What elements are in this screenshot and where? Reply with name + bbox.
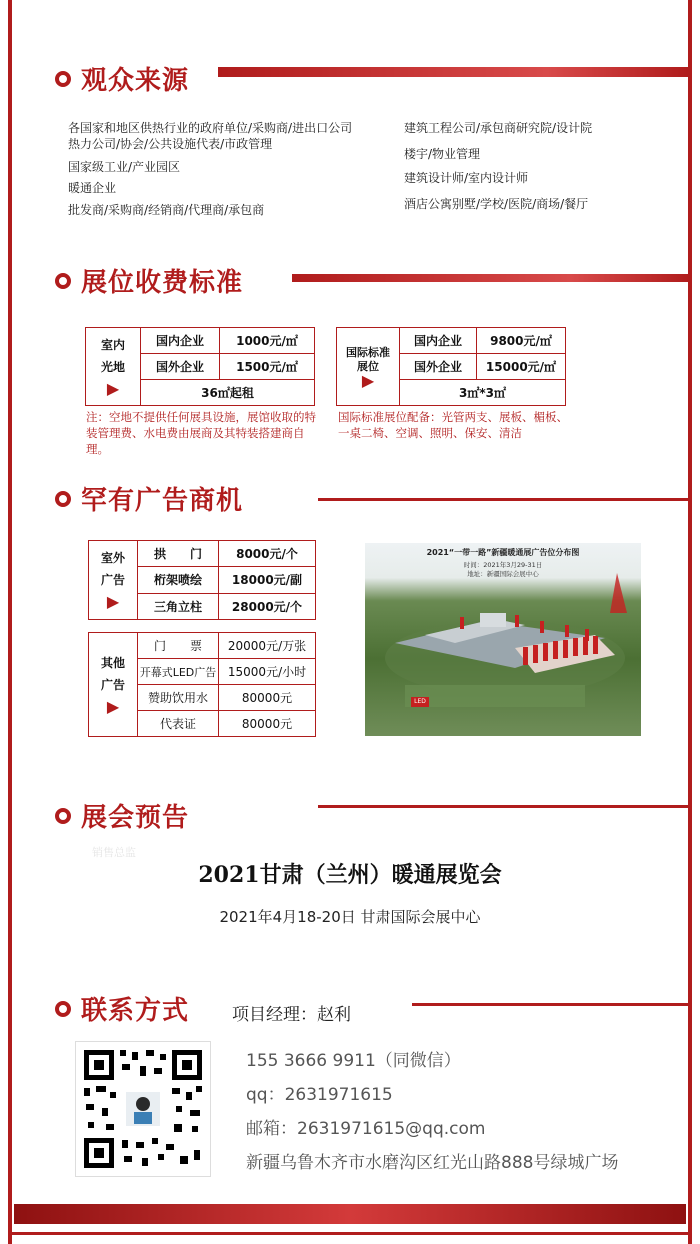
frame-bottom-border <box>8 1232 692 1235</box>
qr-code-icon <box>76 1042 210 1176</box>
section-divider-line <box>318 498 688 501</box>
standard-fee-table <box>336 327 566 406</box>
section-divider-bar <box>218 67 688 77</box>
fee-footer: 36㎡起租 <box>141 380 315 406</box>
space-label <box>86 328 141 406</box>
frame-right-border <box>688 0 692 1244</box>
space-label-line1: 室内 <box>100 337 125 352</box>
circle-bullet-icon <box>55 1001 71 1017</box>
section-ads-header <box>55 480 243 517</box>
venue-map-place: 地址：新疆国际会展中心 <box>467 570 539 578</box>
venue-ad-map-image <box>365 543 641 736</box>
fee-price: 1500元/㎡ <box>220 354 315 380</box>
section-preview-header <box>55 797 189 834</box>
arrow-right-icon: ▶ <box>106 592 120 611</box>
fee-footer: 3㎡*3㎡ <box>400 380 566 406</box>
outdoor-label <box>89 541 138 620</box>
ad-item: 桁架喷绘 <box>138 567 219 593</box>
audience-item: 建筑设计师/室内设计师 <box>404 171 529 185</box>
ad-price: 8000元/个 <box>219 541 316 567</box>
fee-type: 国内企业 <box>141 328 220 354</box>
footer-decorative-bar <box>14 1204 686 1224</box>
ad-price: 20000元/万张 <box>219 633 316 659</box>
outdoor-label-line1: 室外 <box>100 551 125 565</box>
ad-item: 代表证 <box>138 711 219 737</box>
contact-email: 邮箱：2631971615@qq.com <box>246 1119 486 1139</box>
ad-price: 80000元 <box>219 711 316 737</box>
space-fee-table <box>85 327 315 406</box>
wechat-qr-code <box>76 1042 210 1176</box>
audience-item: 建筑工程公司/承包商研究院/设计院 <box>404 121 593 135</box>
audience-item: 楼宇/物业管理 <box>404 147 481 161</box>
contact-phone: 155 3666 9911（同微信） <box>246 1051 461 1071</box>
arrow-right-icon: ▶ <box>361 370 375 390</box>
section-title-fees: 展位收费标准 <box>81 268 244 298</box>
circle-bullet-icon <box>55 491 71 507</box>
standard-fee-note: 国际标准展位配备：光管两支、展板、楣板、一桌二椅、空调、照明、保安、清洁 <box>338 410 568 440</box>
expo-date-venue: 2021年4月18-20日 甘肃国际会展中心 <box>219 908 481 926</box>
circle-bullet-icon <box>55 808 71 824</box>
section-divider-line <box>318 805 688 808</box>
circle-bullet-icon <box>55 273 71 289</box>
ad-price: 28000元/个 <box>219 593 316 619</box>
other-label-line1: 其他 <box>100 655 125 670</box>
contact-address: 新疆乌鲁木齐市水磨沟区红光山路888号绿城广场 <box>246 1153 619 1173</box>
section-contact-header <box>55 990 189 1027</box>
standard-label-text: 国际标准展位 <box>346 345 390 373</box>
project-manager: 项目经理：赵利 <box>232 1005 351 1025</box>
section-title-audience: 观众来源 <box>81 66 190 96</box>
arrow-right-icon: ▶ <box>106 696 120 716</box>
ad-item: 赞助饮用水 <box>138 685 219 711</box>
venue-map-time: 时间：2021年3月29-31日 <box>463 561 543 569</box>
section-divider-bar <box>292 274 690 282</box>
ad-price: 18000元/副 <box>219 567 316 593</box>
section-title-contact: 联系方式 <box>81 996 190 1026</box>
ad-price: 15000元/小时 <box>219 659 316 685</box>
space-label-line2: 光地 <box>100 359 125 374</box>
fee-type: 国外企业 <box>400 354 477 380</box>
audience-item: 酒店公寓别墅/学校/医院/商场/餐厅 <box>404 197 589 211</box>
section-audience-header <box>55 60 189 97</box>
audience-item: 热力公司/协会/公共设施代表/市政管理 <box>68 137 273 151</box>
space-fee-note: 注：空地不提供任何展具设施，展馆收取的特装管理费、水电费由展商及其特装搭建商自理。 <box>86 410 316 456</box>
ad-item: 拱 门 <box>138 541 219 567</box>
fee-type: 国外企业 <box>141 354 220 380</box>
audience-item: 批发商/采购商/经销商/代理商/承包商 <box>68 203 265 217</box>
audience-item: 国家级工业/产业园区 <box>68 160 181 174</box>
venue-building-illustration <box>365 543 641 736</box>
led-tag: LED <box>411 697 429 707</box>
fee-type: 国内企业 <box>400 328 477 354</box>
other-ad-table <box>88 632 316 737</box>
circle-bullet-icon <box>55 71 71 87</box>
ad-item: 开幕式LED广告 <box>138 659 219 685</box>
other-label-line2: 广告 <box>100 677 125 692</box>
fee-price: 9800元/㎡ <box>477 328 566 354</box>
audience-item: 暖通企业 <box>68 181 117 195</box>
section-title-preview: 展会预告 <box>81 803 190 833</box>
fee-price: 15000元/㎡ <box>477 354 566 380</box>
watermark-text: 销售总监 <box>92 846 136 859</box>
outdoor-ad-table <box>88 540 316 620</box>
frame-left-border <box>8 0 12 1244</box>
section-divider-line <box>412 1003 688 1006</box>
arrow-right-icon: ▶ <box>106 378 120 398</box>
outdoor-label-line2: 广告 <box>100 573 125 587</box>
standard-label <box>337 328 400 406</box>
contact-qq: qq：2631971615 <box>246 1085 393 1105</box>
other-label <box>89 633 138 737</box>
audience-item: 各国家和地区供热行业的政府单位/采购商/进出口公司 <box>68 121 353 135</box>
fee-price: 1000元/㎡ <box>220 328 315 354</box>
venue-map-title: 2021“一带一路”新疆暖通展广告位分布图 <box>426 548 580 557</box>
expo-title: 2021甘肃（兰州）暖通展览会 <box>198 862 502 888</box>
ad-item: 三角立柱 <box>138 593 219 619</box>
section-title-ads: 罕有广告商机 <box>81 486 244 516</box>
ad-price: 80000元 <box>219 685 316 711</box>
ad-item: 门 票 <box>138 633 219 659</box>
section-fees-header <box>55 262 243 299</box>
